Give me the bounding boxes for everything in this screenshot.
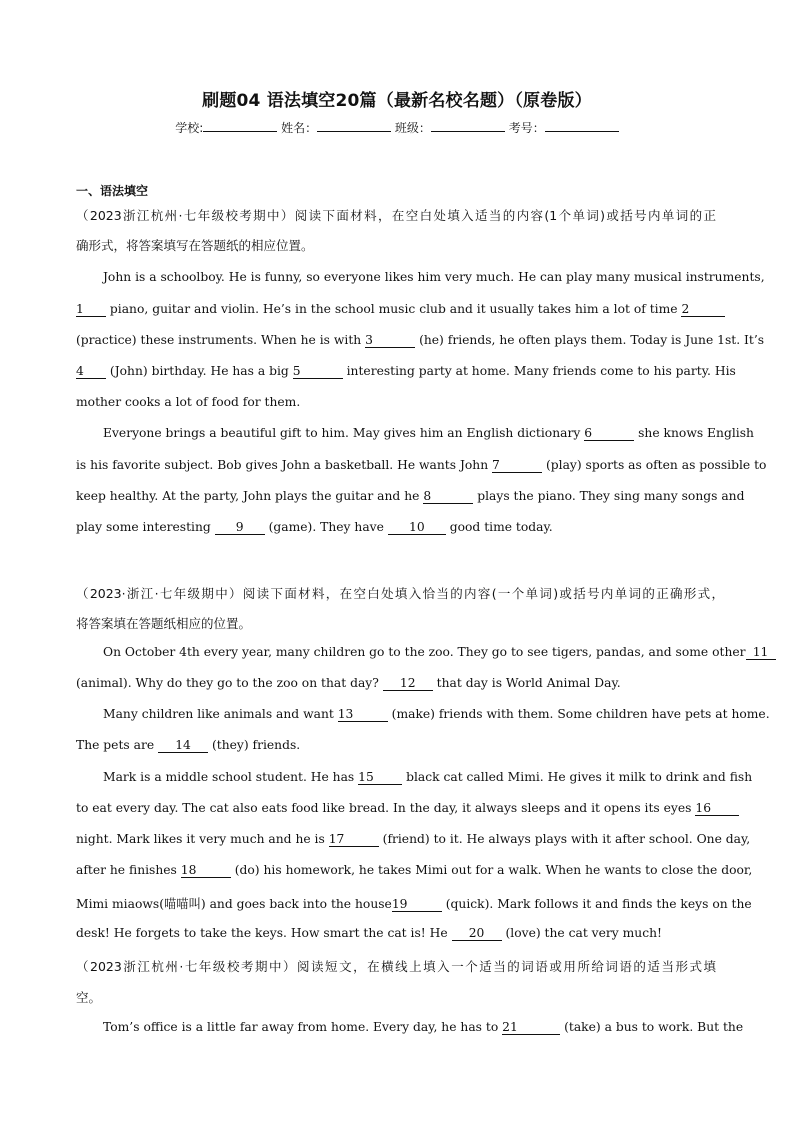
school-blank[interactable] [203, 120, 277, 132]
passage1-line: 4 (John) birthday. He has a big 5 interesting party at home. Many friends come to his party. His [76, 364, 736, 378]
answer-blank[interactable]: 2 [681, 303, 725, 317]
answer-blank[interactable]: 13 [338, 708, 388, 722]
page-title: 刷题04 语法填空20篇（最新名校名题）（原卷版） [202, 91, 592, 111]
passage1-line: Everyone brings a beautiful gift to him. May gives him an English dictionary 6 she knows English [103, 426, 754, 440]
passage1-line: keep healthy. At the party, John plays the guitar and he 8 plays the piano. They sing many songs and [76, 489, 745, 503]
class-label: 班级： [394, 121, 431, 135]
answer-blank[interactable]: 6 [584, 427, 634, 441]
passage1-line: 1 piano, guitar and violin. He’s in the school music club and it usually takes him a lot of time 2 [76, 302, 716, 317]
answer-blank[interactable]: 5 [293, 365, 343, 379]
passage2-line: Mimi miaows(喵喵叫) and goes back into the house19 (quick). Mark follows it and finds the keys on the [76, 897, 752, 911]
student-info-line [0, 119, 794, 136]
answer-blank[interactable]: 20 [452, 927, 502, 941]
passage3-intro-line2: 空。 [76, 990, 102, 1005]
passage2-line: after he finishes 18 (do) his homework, he takes Mimi out for a walk. When he wants to close the door, [76, 863, 753, 877]
answer-blank[interactable]: 10 [388, 521, 446, 535]
passage2-line: desk! He forgets to take the keys. How smart the cat is! He 20 (love) the cat very much! [76, 926, 662, 940]
school-label: 学校: [175, 121, 204, 135]
answer-blank[interactable]: 3 [365, 334, 415, 348]
exam-no-blank[interactable] [545, 120, 619, 132]
answer-blank[interactable]: 16 [695, 802, 739, 816]
passage3-line: Tom’s office is a little far away from home. Every day, he has to 21 (take) a bus to work. But the [103, 1020, 744, 1034]
passage2-line: On October 4th every year, many children go to the zoo. They go to see tigers, pandas, and some other 11 [103, 645, 716, 660]
class-blank[interactable] [431, 120, 505, 132]
answer-blank[interactable]: 8 [423, 490, 473, 504]
passage2-line: Many children like animals and want 13 (make) friends with them. Some children have pets at home. [103, 707, 770, 721]
answer-blank[interactable]: 12 [383, 677, 433, 691]
passage2-intro-line2: 将答案填在答题纸相应的位置。 [76, 616, 252, 631]
passage2-line: to eat every day. The cat also eats food like bread. In the day, it always sleeps and it opens its eyes 16 [76, 801, 716, 816]
name-label: 姓名： [281, 121, 318, 135]
answer-blank[interactable]: 11 [746, 646, 776, 660]
answer-blank[interactable]: 14 [158, 739, 208, 753]
passage1-line: is his favorite subject. Bob gives John a basketball. He wants John 7 (play) sports as often as possible to [76, 458, 767, 472]
answer-blank[interactable]: 17 [329, 833, 379, 847]
answer-blank[interactable]: 7 [492, 459, 542, 473]
passage1-line: mother cooks a lot of food for them. [76, 395, 301, 409]
exam-no-label: 考号： [508, 121, 545, 135]
passage1-line: play some interesting 9 (game). They have 10 good time today. [76, 520, 553, 534]
answer-blank[interactable]: 9 [215, 521, 265, 535]
answer-blank[interactable]: 15 [358, 771, 402, 785]
answer-blank[interactable]: 4 [76, 365, 106, 379]
passage2-line: night. Mark likes it very much and he is 17 (friend) to it. He always plays with it after school. One day, [76, 832, 751, 846]
section-heading: 一、语法填空 [76, 184, 149, 198]
passage1-intro-line2: 确形式，将答案填写在答题纸的相应位置。 [76, 238, 314, 253]
passage2-line: Mark is a middle school student. He has 15 black cat called Mimi. He gives it milk to drink and fish [103, 770, 753, 784]
passage3-intro-line1: （2023浙江杭州·七年级校考期中）阅读短文，在横线上填入一个适当的词语或用所给词语的适当形式填 [76, 959, 716, 974]
passage1-line: John is a schoolboy. He is funny, so everyone likes him very much. He can play many musical instruments, [103, 270, 765, 284]
answer-blank[interactable]: 21 [502, 1021, 560, 1035]
answer-blank[interactable]: 1 [76, 303, 106, 317]
passage1-line: (practice) these instruments. When he is with 3 (he) friends, he often plays them. Today is June 1st. It’s [76, 333, 765, 347]
passage1-intro-line1: （2023浙江杭州·七年级校考期中）阅读下面材料，在空白处填入适当的内容(1个单词)或括号内单词的正 [76, 208, 716, 223]
passage2-line: The pets are 14 (they) friends. [76, 738, 301, 752]
passage2-line: (animal). Why do they go to the zoo on that day? 12 that day is World Animal Day. [76, 676, 621, 690]
answer-blank[interactable]: 18 [181, 864, 231, 878]
passage2-intro-line1: （2023·浙江·七年级期中）阅读下面材料，在空白处填入恰当的内容(一个单词)或括号内单词的正确形式， [76, 586, 724, 601]
name-blank[interactable] [317, 120, 391, 132]
answer-blank[interactable]: 19 [392, 898, 442, 912]
